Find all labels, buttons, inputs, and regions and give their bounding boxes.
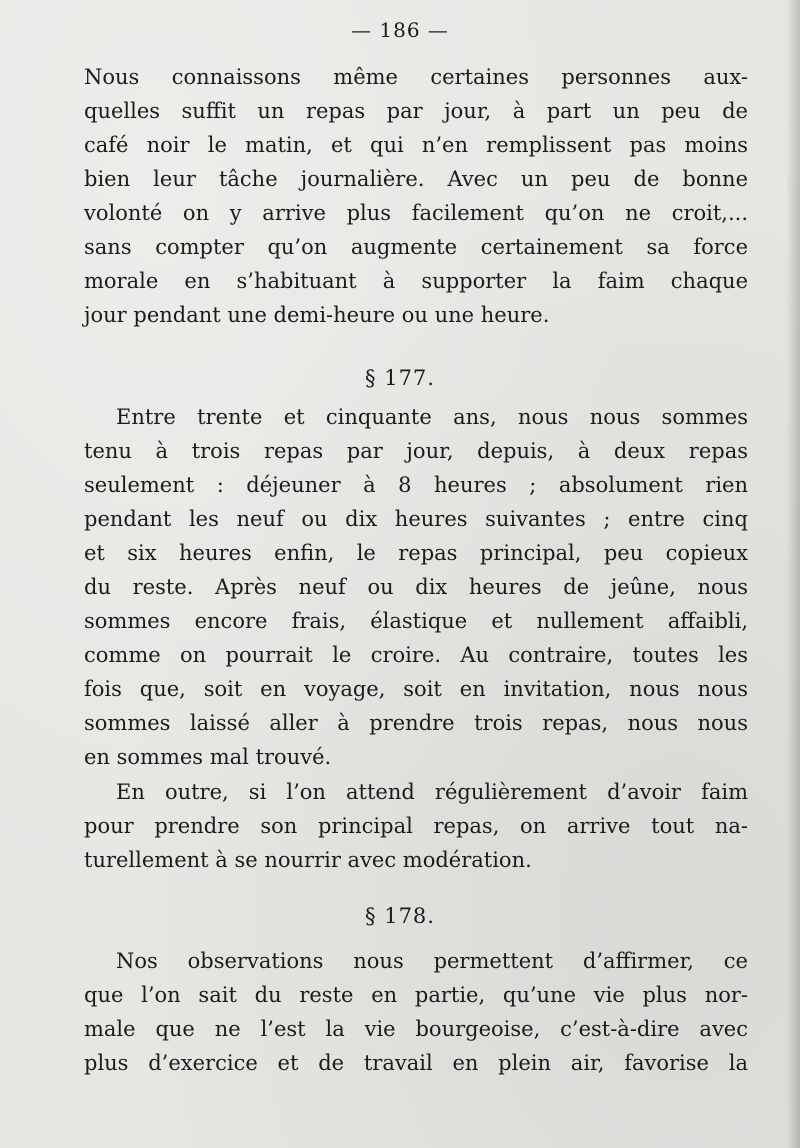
text-line: en sommes mal trouvé.	[84, 745, 332, 769]
text-line: fois que, soit en voyage, soit en invitation, nous nous	[84, 677, 748, 701]
text-line: morale en s’habituant à supporter la faim chaque	[84, 269, 748, 293]
text-line: pour prendre son principal repas, on arrive tout na-	[84, 814, 748, 838]
text-line: sans compter qu’on augmente certainement sa force	[84, 235, 748, 259]
text-line: seulement : déjeuner à 8 heures ; absolument rien	[84, 473, 748, 497]
text-line: comme on pourrait le croire. Au contraire, toutes les	[84, 643, 748, 667]
page-number: — 186 —	[351, 18, 449, 42]
page-edge-shadow	[786, 0, 800, 1148]
text-line: turellement à se nourrir avec modération.	[84, 848, 532, 872]
text-line: Nous connaissons même certaines personnes aux-	[84, 65, 748, 89]
text-line: sommes laissé aller à prendre trois repas, nous nous	[84, 711, 748, 735]
text-line: que l’on sait du reste en partie, qu’une vie plus nor-	[84, 983, 748, 1007]
section-heading-178: § 178.	[365, 904, 435, 928]
section-177-paragraph-a	[84, 400, 748, 774]
text-line: du reste. Après neuf ou dix heures de jeûne, nous	[84, 575, 748, 599]
text-line: volonté on y arrive plus facilement qu’on ne croit,...	[84, 201, 748, 225]
text-line: et six heures enfin, le repas principal, peu copieux	[84, 541, 748, 565]
text-line: quelles suffit un repas par jour, à part un peu de	[84, 99, 748, 123]
text-line: pendant les neuf ou dix heures suivantes ; entre cinq	[84, 507, 748, 531]
text-line: café noir le matin, et qui n’en remplissent pas moins	[84, 133, 748, 157]
text-line: bien leur tâche journalière. Avec un peu de bonne	[84, 167, 748, 191]
text-line: sommes encore frais, élastique et nullement affaibli,	[84, 609, 748, 633]
text-line: male que ne l’est la vie bourgeoise, c’est-à-dire avec	[84, 1017, 748, 1041]
section-178-paragraph-a	[84, 944, 748, 1080]
text-line: tenu à trois repas par jour, depuis, à deux repas	[84, 439, 748, 463]
text-line: jour pendant une demi-heure ou une heure.	[84, 303, 550, 327]
section-heading-177: § 177.	[365, 366, 435, 390]
text-line: Nos observations nous permettent d’affirmer, ce	[116, 949, 748, 973]
paragraph-continuation	[84, 60, 748, 332]
text-line: Entre trente et cinquante ans, nous nous sommes	[116, 405, 748, 429]
text-line: En outre, si l’on attend régulièrement d’avoir faim	[116, 780, 748, 804]
section-177-paragraph-b	[84, 775, 748, 877]
text-line: plus d’exercice et de travail en plein air, favorise la	[84, 1051, 748, 1075]
